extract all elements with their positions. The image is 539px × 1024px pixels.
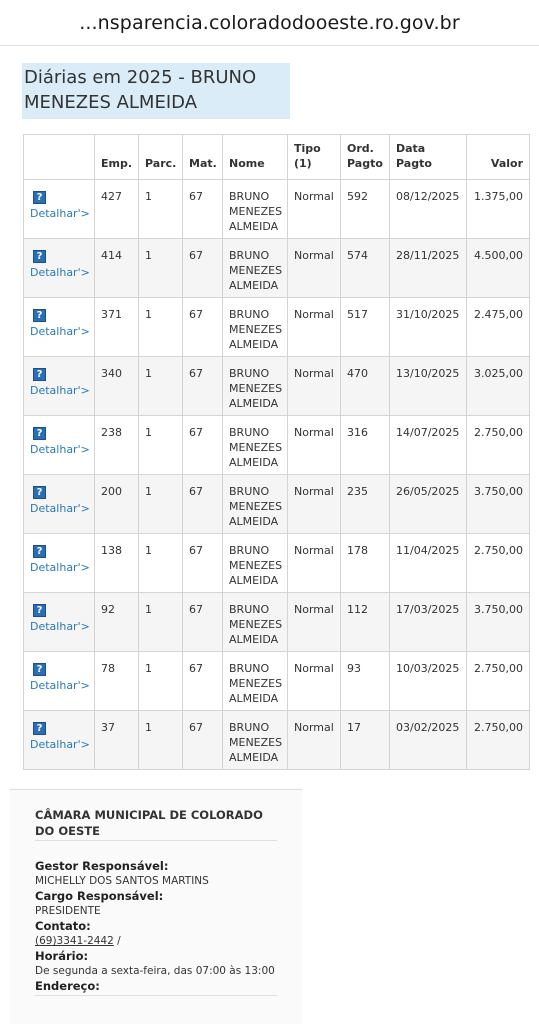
cell-parc: 1 [139,298,183,357]
detail-link[interactable]: Detalhar'> [30,738,90,751]
cell-data: 17/03/2025 [390,593,467,652]
table-row [24,180,530,239]
cell-tipo: Normal [288,357,341,416]
cell-data: 14/07/2025 [390,416,467,475]
cell-parc: 1 [139,180,183,239]
diarias-table [23,134,530,770]
cargo-label: Cargo Responsável: [35,889,164,903]
question-icon[interactable]: ? [33,486,46,499]
cell-nome: BRUNO MENEZES ALMEIDA [223,180,288,239]
detail-link[interactable]: Detalhar'> [30,384,90,397]
cell-parc: 1 [139,711,183,770]
cell-emp: 340 [95,357,139,416]
detail-cell [24,298,95,357]
cell-ord: 112 [341,593,390,652]
table-row [24,298,530,357]
cell-ord: 93 [341,652,390,711]
detail-cell [24,180,95,239]
cell-data: 03/02/2025 [390,711,467,770]
cell-emp: 414 [95,239,139,298]
cell-ord: 470 [341,357,390,416]
detail-cell [24,416,95,475]
cell-data: 31/10/2025 [390,298,467,357]
question-icon[interactable]: ? [33,604,46,617]
header-nome: Nome [223,135,288,180]
detail-cell [24,357,95,416]
detail-cell [24,534,95,593]
table-row [24,711,530,770]
question-icon[interactable]: ? [33,427,46,440]
header-tipo: Tipo (1) [288,135,341,180]
cell-emp: 78 [95,652,139,711]
cell-parc: 1 [139,593,183,652]
header-emp: Emp. [95,135,139,180]
cell-tipo: Normal [288,652,341,711]
header-valor: Valor [467,135,530,180]
footer-contact [10,789,302,1024]
table-row [24,534,530,593]
question-icon[interactable]: ? [33,309,46,322]
page-title: Diárias em 2025 - BRUNO MENEZES ALMEIDA [22,63,290,119]
cell-data: 11/04/2025 [390,534,467,593]
cell-ord: 574 [341,239,390,298]
detail-link[interactable]: Detalhar'> [30,443,90,456]
phone-link[interactable]: (69)3341-2442 [35,935,114,947]
question-icon[interactable]: ? [33,250,46,263]
table-row [24,416,530,475]
cell-nome: BRUNO MENEZES ALMEIDA [223,416,288,475]
table-row [24,239,530,298]
contato-value [35,934,277,949]
cell-valor: 3.025,00 [467,357,530,416]
detail-cell [24,652,95,711]
question-icon[interactable]: ? [33,722,46,735]
detail-cell [24,239,95,298]
cell-emp: 92 [95,593,139,652]
detail-link[interactable]: Detalhar'> [30,325,90,338]
cell-mat: 67 [183,593,223,652]
cell-valor: 2.750,00 [467,711,530,770]
table-row [24,652,530,711]
detail-link[interactable]: Detalhar'> [30,266,90,279]
table-row [24,357,530,416]
cell-ord: 17 [341,711,390,770]
detail-link[interactable]: Detalhar'> [30,207,90,220]
cell-nome: BRUNO MENEZES ALMEIDA [223,534,288,593]
cell-data: 28/11/2025 [390,239,467,298]
cell-mat: 67 [183,357,223,416]
table-header-row [24,135,530,180]
cell-tipo: Normal [288,180,341,239]
table-row [24,593,530,652]
cell-emp: 138 [95,534,139,593]
cell-ord: 235 [341,475,390,534]
header-mat: Mat. [183,135,223,180]
horario-value: De segunda a sexta-feira, das 07:00 às 13:00 [35,965,275,977]
cell-valor: 4.500,00 [467,239,530,298]
cell-ord: 178 [341,534,390,593]
detail-cell [24,593,95,652]
cell-valor: 2.750,00 [467,416,530,475]
cell-tipo: Normal [288,239,341,298]
header-parc: Parc. [139,135,183,180]
header-ord: Ord. Pagto [341,135,390,180]
detail-link[interactable]: Detalhar'> [30,620,90,633]
cell-nome: BRUNO MENEZES ALMEIDA [223,239,288,298]
org-name: CÂMARA MUNICIPAL DE COLORADO DO OESTE [35,807,277,841]
gestor-value: MICHELLY DOS SANTOS MARTINS [35,875,209,887]
url-text: ...nsparencia.coloradodooeste.ro.gov.br [79,11,460,34]
cell-tipo: Normal [288,711,341,770]
cell-tipo: Normal [288,416,341,475]
cell-nome: BRUNO MENEZES ALMEIDA [223,711,288,770]
cell-tipo: Normal [288,298,341,357]
question-icon[interactable]: ? [33,663,46,676]
detail-cell [24,475,95,534]
cell-emp: 200 [95,475,139,534]
header-data: Data Pagto [390,135,467,180]
cell-data: 26/05/2025 [390,475,467,534]
cell-emp: 238 [95,416,139,475]
cell-valor: 2.750,00 [467,534,530,593]
cargo-value: PRESIDENTE [35,905,101,917]
cell-data: 08/12/2025 [390,180,467,239]
browser-url-bar[interactable] [0,0,539,46]
cell-parc: 1 [139,239,183,298]
cell-emp: 37 [95,711,139,770]
cell-tipo: Normal [288,593,341,652]
cell-nome: BRUNO MENEZES ALMEIDA [223,298,288,357]
cell-data: 13/10/2025 [390,357,467,416]
table-row [24,475,530,534]
question-icon[interactable]: ? [33,191,46,204]
cell-valor: 2.475,00 [467,298,530,357]
cell-mat: 67 [183,298,223,357]
cell-parc: 1 [139,652,183,711]
cell-nome: BRUNO MENEZES ALMEIDA [223,593,288,652]
cell-nome: BRUNO MENEZES ALMEIDA [223,652,288,711]
cell-emp: 427 [95,180,139,239]
cell-mat: 67 [183,475,223,534]
cell-ord: 316 [341,416,390,475]
cell-mat: 67 [183,239,223,298]
cell-nome: BRUNO MENEZES ALMEIDA [223,357,288,416]
detail-cell [24,711,95,770]
cell-mat: 67 [183,180,223,239]
detail-link[interactable]: Detalhar'> [30,561,90,574]
cell-tipo: Normal [288,534,341,593]
cell-parc: 1 [139,357,183,416]
horario-label: Horário: [35,949,89,963]
contato-label: Contato: [35,919,91,933]
cell-data: 10/03/2025 [390,652,467,711]
detail-link[interactable]: Detalhar'> [30,679,90,692]
cell-valor: 3.750,00 [467,593,530,652]
question-icon[interactable]: ? [33,368,46,381]
cell-valor: 3.750,00 [467,475,530,534]
cell-mat: 67 [183,711,223,770]
contato-separator: / [113,935,121,947]
cell-tipo: Normal [288,475,341,534]
question-icon[interactable]: ? [33,545,46,558]
cell-mat: 67 [183,652,223,711]
cell-mat: 67 [183,416,223,475]
cell-ord: 517 [341,298,390,357]
header-detail [24,135,95,180]
cell-ord: 592 [341,180,390,239]
detail-link[interactable]: Detalhar'> [30,502,90,515]
cell-valor: 2.750,00 [467,652,530,711]
endereco-label: Endereço: [35,979,277,996]
cell-valor: 1.375,00 [467,180,530,239]
cell-nome: BRUNO MENEZES ALMEIDA [223,475,288,534]
cell-parc: 1 [139,534,183,593]
gestor-label: Gestor Responsável: [35,859,169,873]
cell-parc: 1 [139,416,183,475]
cell-emp: 371 [95,298,139,357]
cell-mat: 67 [183,534,223,593]
cell-parc: 1 [139,475,183,534]
